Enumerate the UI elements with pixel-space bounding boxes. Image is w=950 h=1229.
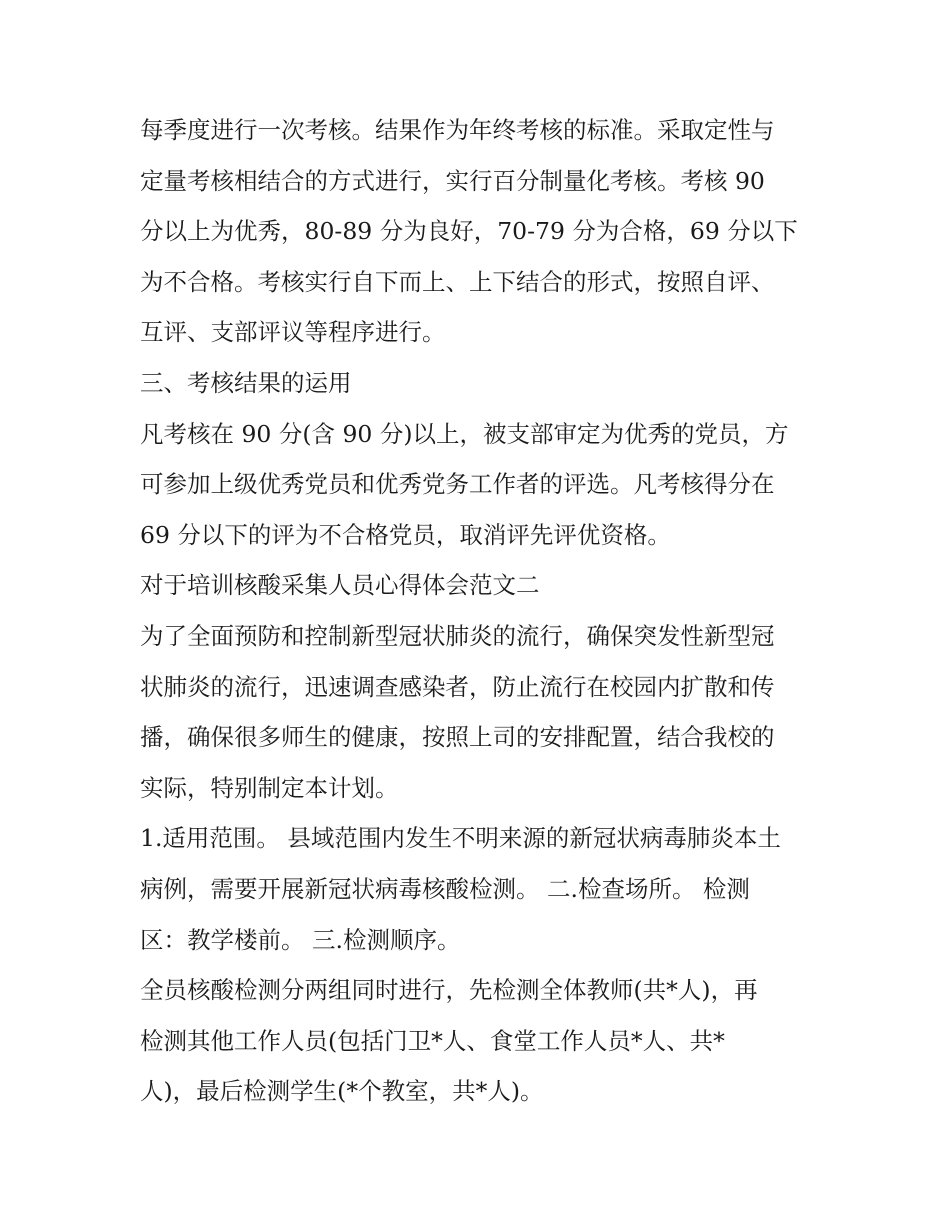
section-heading: 三、考核结果的运用 (140, 368, 352, 397)
text-line: 区：教学楼前。 三.检测顺序。 (140, 925, 461, 954)
text-line: 为了全面预防和控制新型冠状肺炎的流行，确保突发性新型冠 (140, 621, 775, 650)
text-line: 1.适用范围。 县域范围内发生不明来源的新冠状病毒肺炎本土 (140, 824, 781, 853)
text-line: 凡考核在 90 分(含 90 分)以上，被支部审定为优秀的党员，方 (140, 419, 789, 448)
text-line: 病例，需要开展新冠状病毒核酸检测。 二.检查场所。 检测 (140, 874, 750, 903)
text-line: 69 分以下的评为不合格党员，取消评先评优资格。 (140, 520, 671, 549)
text-line: 播，确保很多师生的健康，按照上司的安排配置，结合我校的 (140, 723, 775, 752)
text-line: 状肺炎的流行，迅速调查感染者，防止流行在校园内扩散和传 (140, 672, 775, 701)
text-line: 互评、支部评议等程序进行。 (140, 318, 446, 347)
text-line: 可参加上级优秀党员和优秀党务工作者的评选。凡考核得分在 (140, 470, 775, 499)
document-body (140, 105, 820, 1117)
text-line: 定量考核相结合的方式进行，实行百分制量化考核。考核 90 (140, 166, 765, 195)
text-line: 分以上为优秀，80-89 分为良好，70-79 分为合格，69 分以下 (140, 217, 798, 246)
text-line: 实际，特别制定本计划。 (140, 773, 399, 802)
text-line: 检测其他工作人员(包括门卫*人、食堂工作人员*人、共* (140, 1026, 725, 1055)
text-line: 为不合格。考核实行自下而上、上下结合的形式，按照自评、 (140, 267, 775, 296)
text-line: 人)，最后检测学生(*个教室，共*人)。 (140, 1077, 544, 1106)
text-line: 全员核酸检测分两组同时进行，先检测全体教师(共*人)，再 (140, 976, 758, 1005)
document-subtitle: 对于培训核酸采集人员心得体会范文二 (140, 571, 540, 600)
text-line: 每季度进行一次考核。结果作为年终考核的标准。采取定性与 (140, 116, 775, 144)
